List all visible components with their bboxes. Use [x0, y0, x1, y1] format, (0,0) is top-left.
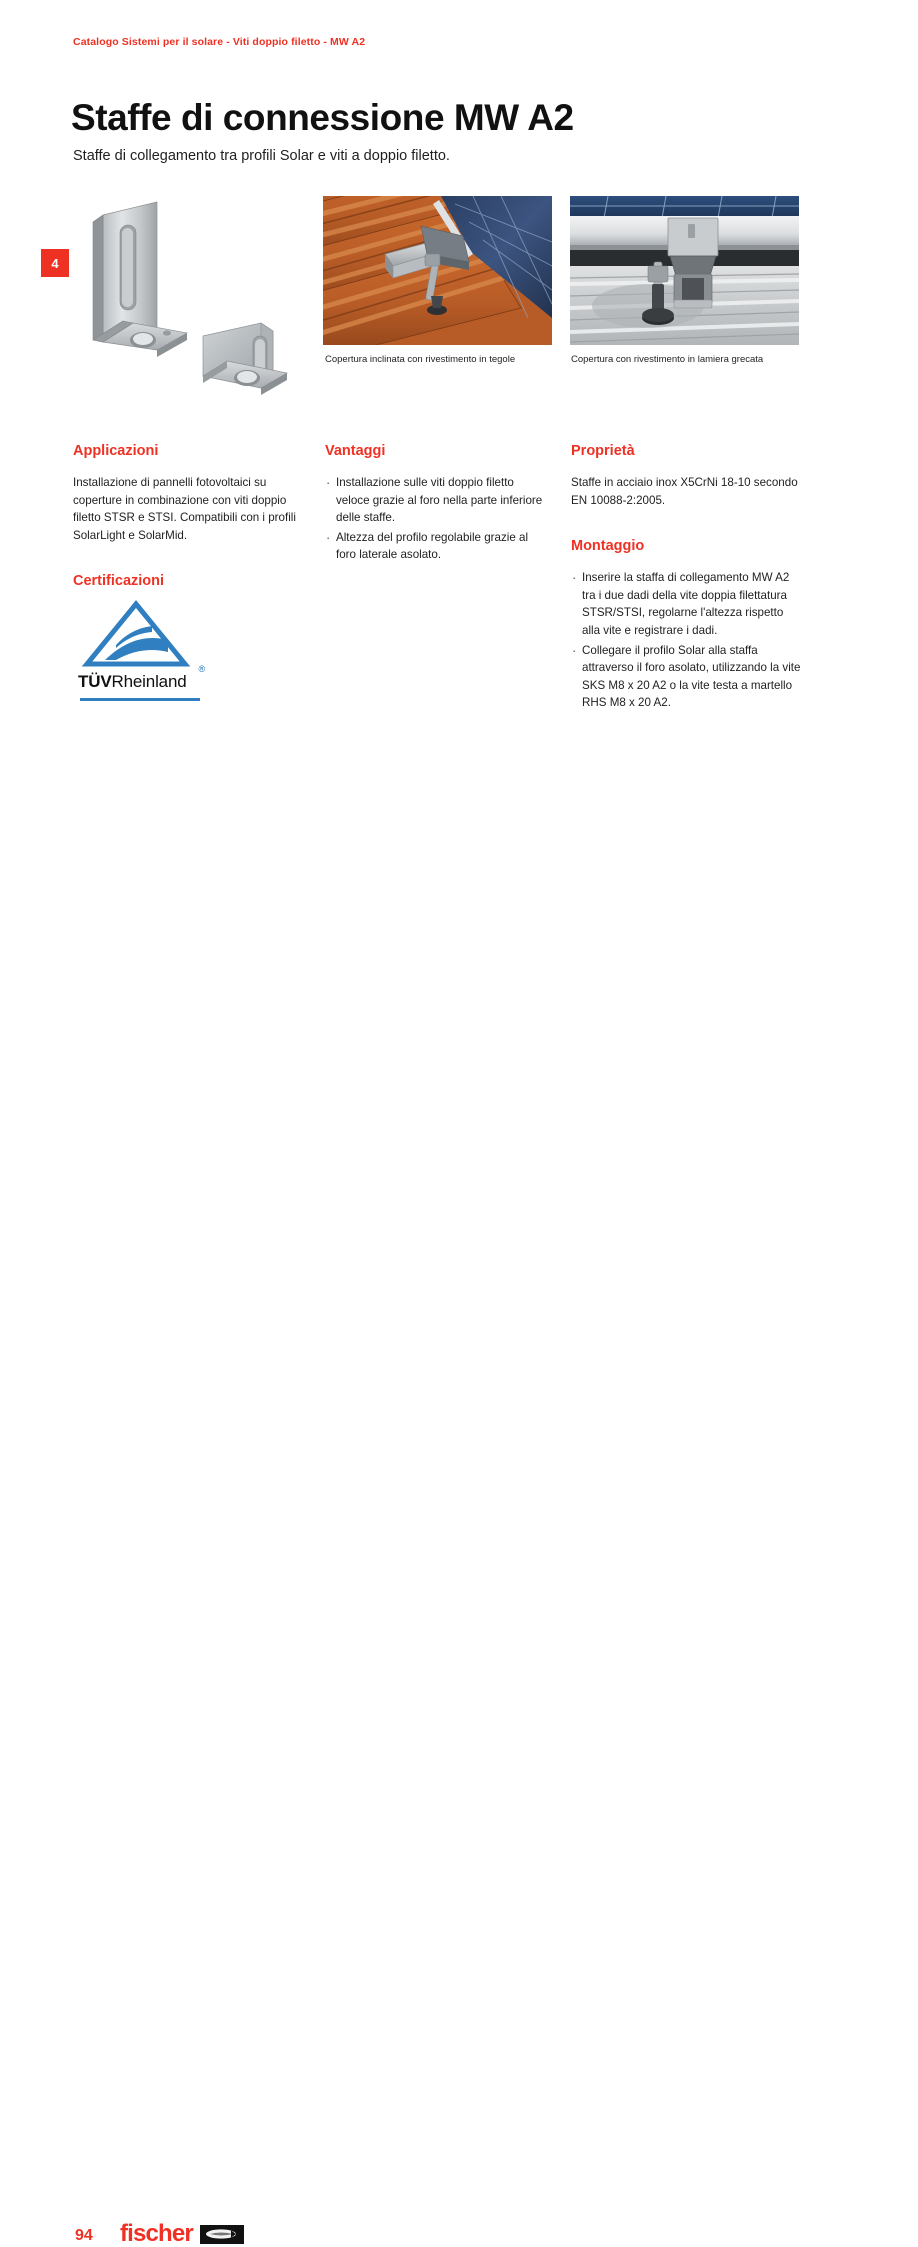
list-montaggio — [571, 569, 801, 712]
product-image — [75, 190, 307, 422]
list-vantaggi — [325, 474, 550, 564]
page-subtitle: Staffe di collegamento tra profili Solar e viti a doppio filetto. — [73, 147, 450, 164]
brand-wordmark: fischer — [120, 2220, 193, 2247]
page-title: Staffe di connessione MW A2 — [71, 96, 574, 138]
tuv-light-text: Rheinland — [111, 672, 187, 691]
heading-vantaggi: Vantaggi — [325, 443, 386, 459]
tuv-triangle-icon — [78, 600, 203, 670]
tuv-underline-bar — [80, 698, 200, 701]
tuv-rheinland-logo — [78, 600, 203, 708]
column-proprieta-montaggio — [571, 444, 801, 714]
chapter-tab — [41, 249, 69, 277]
trapezoidal-sheet-photo — [570, 196, 799, 345]
column-vantaggi — [325, 444, 550, 566]
breadcrumb — [73, 36, 365, 48]
heading-proprieta: Proprietà — [571, 443, 635, 459]
breadcrumb-product: MW A2 — [330, 36, 366, 48]
tile-roof-photo — [323, 196, 552, 345]
text-applicazioni: Installazione di pannelli fotovoltaici su coperture in combinazione con viti doppio filetto STSR e STSI. Compatibili con i profili SolarLight e SolarMid. — [73, 475, 296, 542]
text-proprieta: Staffe in acciaio inox X5CrNi 18-10 secondo EN 10088-2:2005. — [571, 475, 798, 507]
heading-certificazioni: Certificazioni — [73, 573, 165, 590]
page-number: 94 — [75, 2227, 93, 2244]
tuv-bold-text: TÜV — [78, 672, 112, 691]
tile-roof-caption: Copertura inclinata con rivestimento in tegole — [325, 354, 516, 365]
registered-mark-icon: ® — [198, 664, 205, 674]
list-item: · Altezza del profilo regolabile grazie al foro laterale asolato. — [325, 529, 550, 564]
tuv-wordmark — [78, 664, 205, 692]
fischer-logo — [120, 2222, 244, 2246]
heading-applicazioni: Applicazioni — [73, 443, 159, 459]
list-item: · Inserire la staffa di collegamento MW A2 tra i due dadi della vite doppia filettatura STSR/STSI, regolarne l'altezza rispetto alla vite e registrare i dadi. — [571, 569, 801, 639]
list-item: · Installazione sulle viti doppio filetto veloce grazie al foro nella parte inferiore delle staffe. — [325, 474, 550, 527]
list-item: · Collegare il profilo Solar alla staffa attraverso il foro asolato, utilizzando la vite SKS M8 x 20 A2 o la vite testa a martello RHS M8 x 20 A2. — [571, 642, 801, 712]
fischer-fish-mark-icon — [200, 2225, 244, 2244]
page-footer — [0, 1098, 918, 2247]
column-applicazioni — [73, 444, 305, 604]
trapezoidal-sheet-caption: Copertura con rivestimento in lamiera grecata — [571, 354, 764, 365]
chapter-tab-number: 4 — [51, 255, 59, 271]
heading-montaggio: Montaggio — [571, 538, 645, 555]
breadcrumb-prefix: Catalogo Sistemi per il solare - Viti doppio filetto - — [73, 36, 331, 48]
